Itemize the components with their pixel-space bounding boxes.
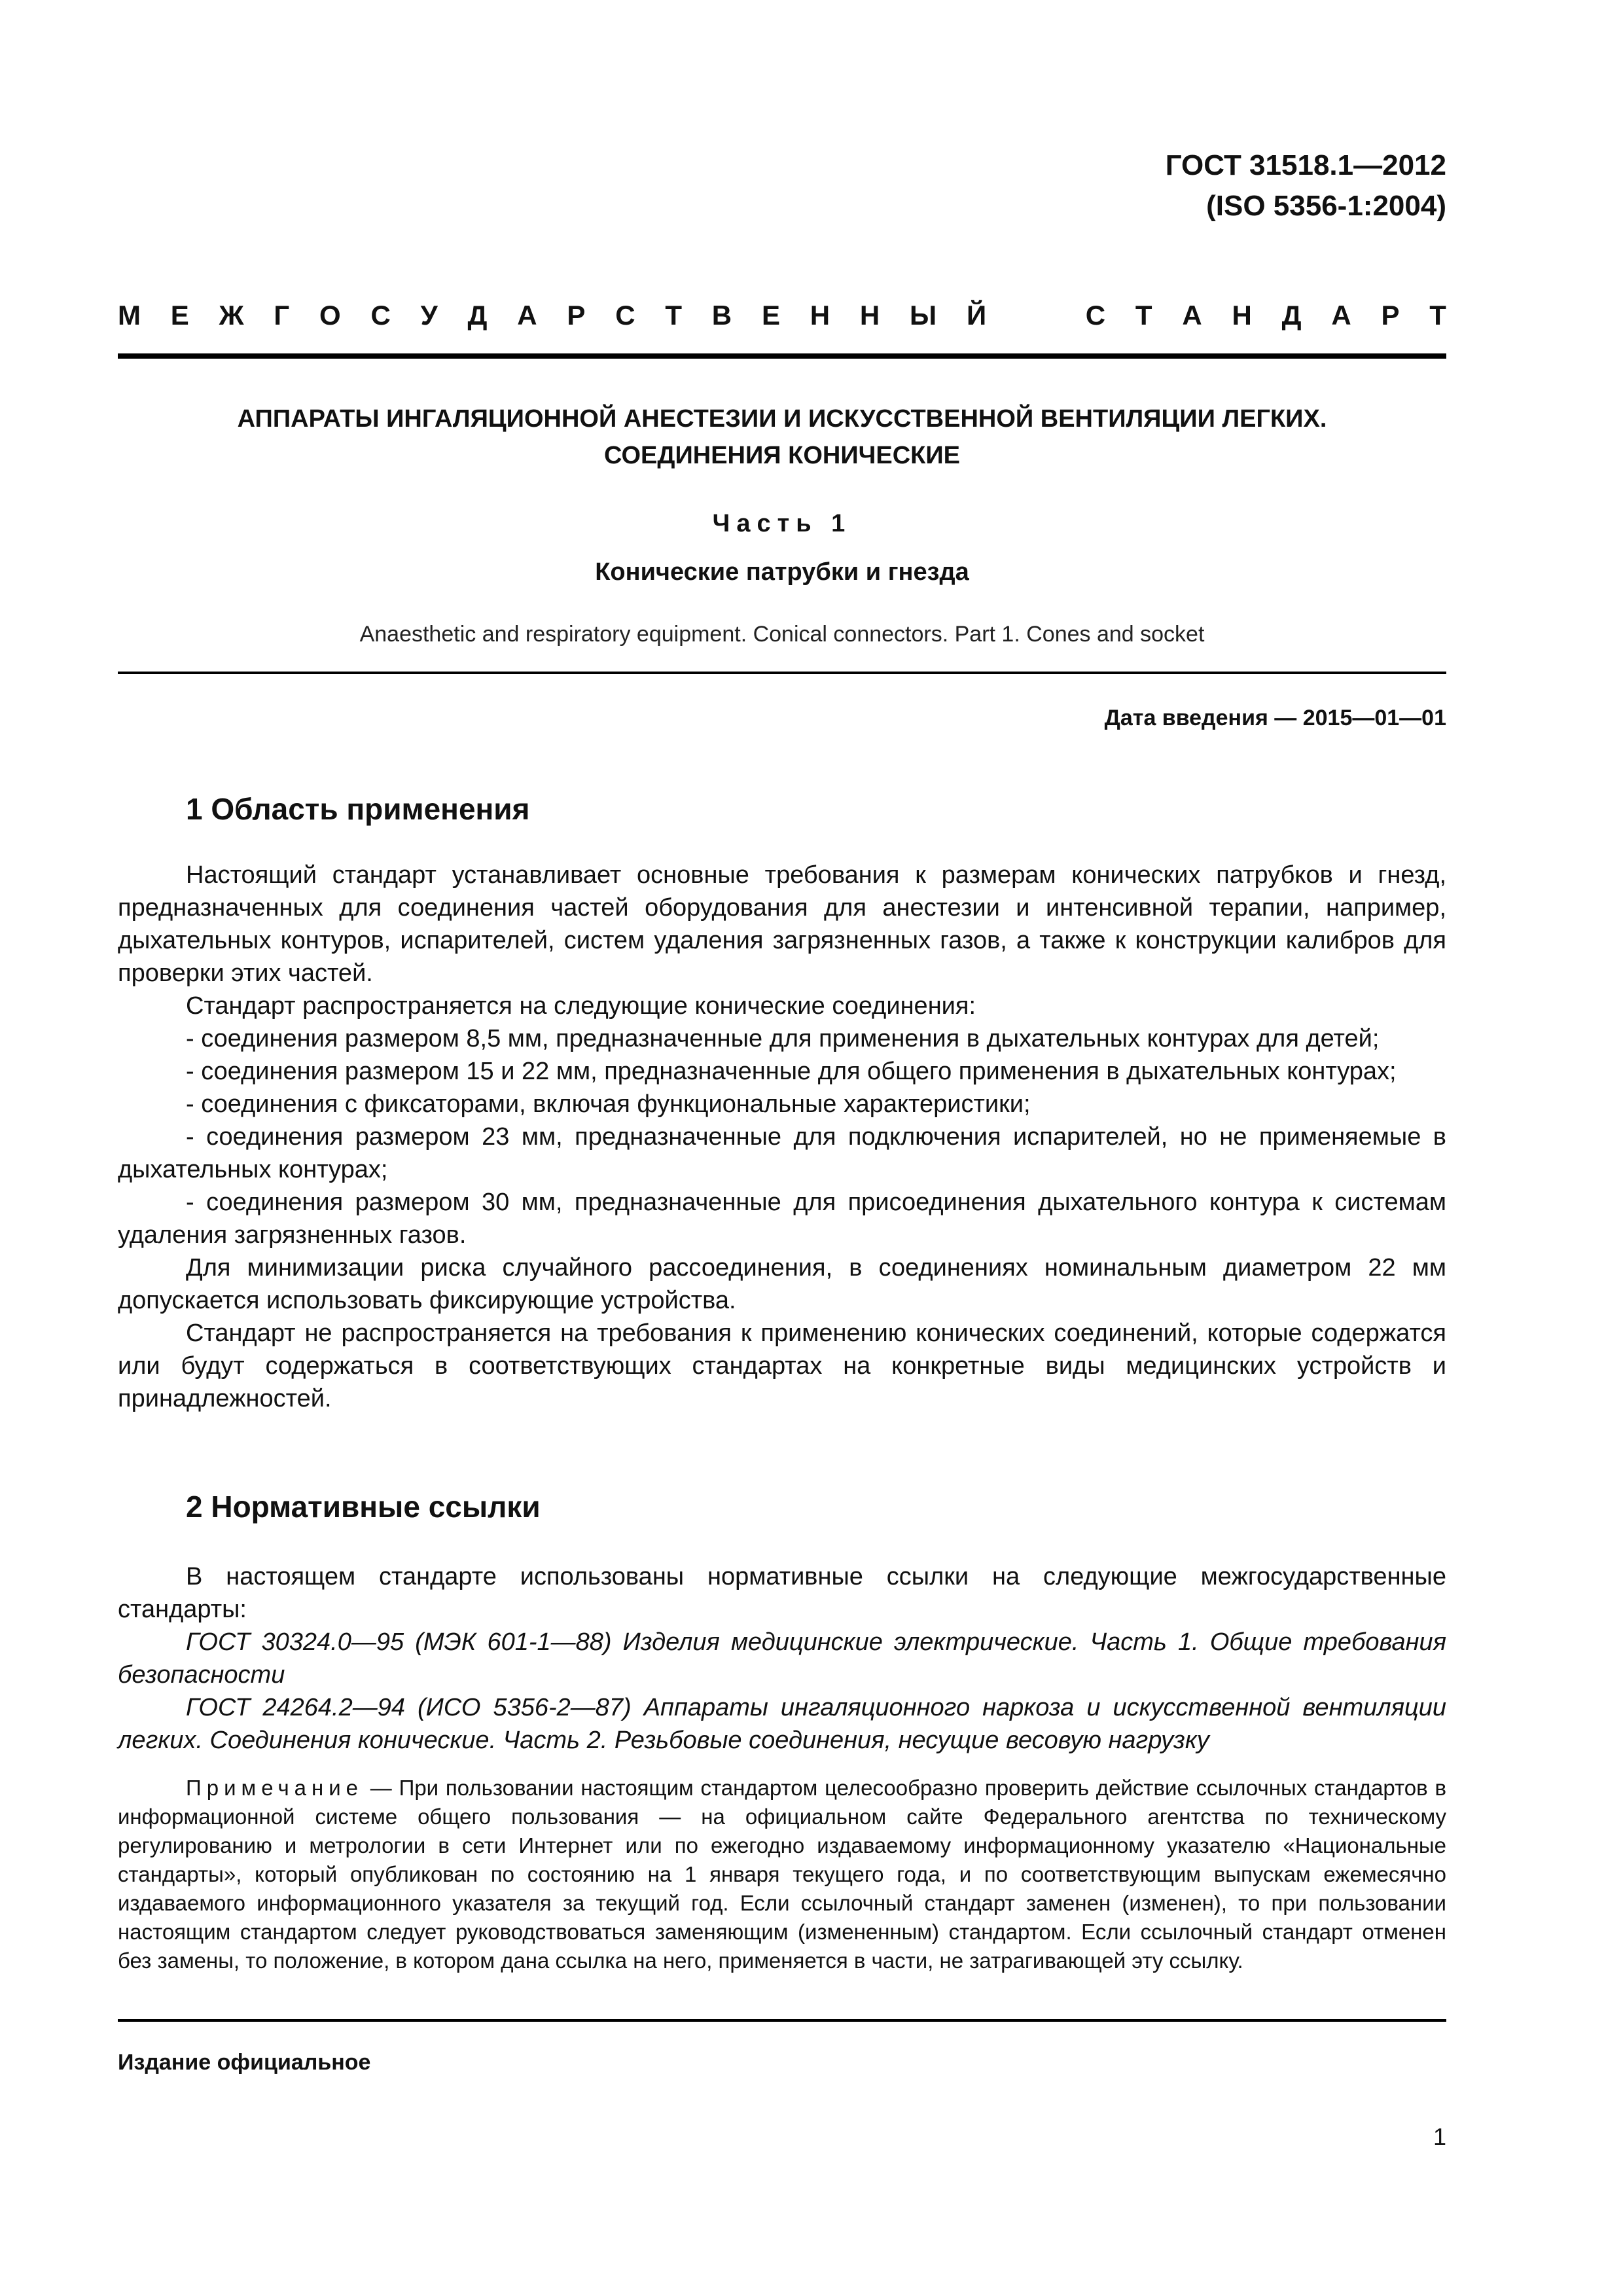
list-item: - соединения размером 23 мм, предназначенные для подключения испарителей, но не применяемые в дыхательных контурах; bbox=[118, 1123, 1446, 1183]
paragraph: Для минимизации риска случайного рассоединения, в соединениях номинальным диаметром 22 мм допускается использовать фиксирующие устройства. bbox=[118, 1254, 1446, 1314]
note-text: — При пользовании настоящим стандартом целесообразно проверить действие ссылочных стандартов в информационной системе общего пользования — на официальном сайте Федерального агентства по техническому регулированию и метрологии в сети Интернет или по ежегодно издаваемому информационному указателю «Национальные стандарты», который опубликован по состоянию на 1 января текущего года, и по соответствующим выпускам ежемесячно издаваемого информационного указателя за текущий год. Если ссылочный стандарт заменен (изменен), то при пользовании настоящим стандартом следует руководствоваться заменяющим (измененным) стандартом. Если ссылочный стандарт отменен без замены, то положение, в котором дана ссылка на него, применяется в части, не затрагивающей эту ссылку. bbox=[118, 1776, 1446, 1973]
banner-letter: У bbox=[420, 300, 438, 331]
paragraph: Стандарт распространяется на следующие конические соединения: bbox=[186, 992, 976, 1020]
paragraph: В настоящем стандарте использованы нормативные ссылки на следующие межгосударственные стандарты: bbox=[118, 1563, 1446, 1623]
introduction-date: Дата введения — 2015—01—01 bbox=[1104, 706, 1446, 730]
page-number: 1 bbox=[1433, 2123, 1446, 2150]
banner-letter: Т bbox=[1135, 300, 1152, 331]
banner-letter: А bbox=[1331, 300, 1351, 331]
banner-letter: Р bbox=[1381, 300, 1400, 331]
footer-divider bbox=[118, 2019, 1446, 2022]
english-title: Anaesthetic and respiratory equipment. Conical connectors. Part 1. Cones and socket bbox=[359, 622, 1205, 647]
banner-letter: Е bbox=[170, 300, 189, 331]
paragraph: Стандарт не распространяется на требования к применению конических соединений, которые содержатся или будут содержаться в соответствующих стандартах на конкретные виды медицинских устройств и принадлежностей. bbox=[118, 1319, 1446, 1412]
reference-item: ГОСТ 30324.0—95 (МЭК 601-1—88) Изделия медицинские электрические. Часть 1. Общие требования безопасности bbox=[118, 1628, 1446, 1689]
list-item: - соединения с фиксаторами, включая функциональные характеристики; bbox=[186, 1090, 1031, 1118]
title-line-2: СОЕДИНЕНИЯ КОНИЧЕСКИЕ bbox=[603, 442, 961, 469]
banner-letter: Н bbox=[1232, 300, 1252, 331]
list-item: - соединения размером 8,5 мм, предназначенные для применения в дыхательных контурах для детей; bbox=[186, 1025, 1380, 1052]
part-label: Часть 1 bbox=[712, 510, 852, 537]
banner-letter: Д bbox=[467, 300, 488, 331]
banner-letter: О bbox=[319, 300, 341, 331]
section-2-heading: 2 Нормативные ссылки bbox=[186, 1490, 541, 1524]
title-divider bbox=[118, 672, 1446, 674]
banner-letter: С bbox=[615, 300, 635, 331]
banner-letter: В bbox=[711, 300, 732, 331]
official-edition-label: Издание официальное bbox=[118, 2050, 371, 2075]
banner-letter: Ы bbox=[910, 300, 937, 331]
banner-letter: А bbox=[1182, 300, 1202, 331]
part-name: Конические патрубки и гнезда bbox=[595, 558, 969, 586]
banner-letter: Д bbox=[1281, 300, 1302, 331]
banner-letter: С bbox=[370, 300, 391, 331]
list-item: - соединения размером 15 и 22 мм, предназначенные для общего применения в дыхательных контурах; bbox=[186, 1058, 1397, 1085]
list-item: - соединения размером 30 мм, предназначенные для присоединения дыхательного контура к системам удаления загрязненных газов. bbox=[118, 1189, 1446, 1249]
banner-letter: Н bbox=[810, 300, 830, 331]
document-number bbox=[1166, 145, 1446, 226]
iso-number: (ISO 5356-1:2004) bbox=[1206, 190, 1446, 222]
section-2-body bbox=[118, 1560, 1446, 1757]
banner-letter: Г bbox=[274, 300, 290, 331]
gost-number: ГОСТ 31518.1—2012 bbox=[1165, 149, 1446, 181]
banner-letter: М bbox=[118, 300, 141, 331]
document-title bbox=[118, 401, 1446, 474]
banner-letter: Т bbox=[665, 300, 682, 331]
reference-item: ГОСТ 24264.2—94 (ИСО 5356-2—87) Аппараты ингаляционного наркоза и искусственной вентиляции легких. Соединения конические. Часть 2. Резьбовые соединения, несущие весовую нагрузку bbox=[118, 1694, 1446, 1754]
banner-letter: Р bbox=[567, 300, 586, 331]
note-lead: Примечание bbox=[186, 1776, 364, 1800]
banner-letter: Й bbox=[966, 300, 987, 331]
title-line-1: АППАРАТЫ ИНГАЛЯЦИОННОЙ АНЕСТЕЗИИ И ИСКУССТВЕННОЙ ВЕНТИЛЯЦИИ ЛЕГКИХ. bbox=[237, 405, 1327, 433]
banner-letter: Т bbox=[1429, 300, 1446, 331]
banner-divider bbox=[118, 353, 1446, 359]
note-paragraph bbox=[118, 1774, 1446, 1975]
banner-letter: Н bbox=[859, 300, 880, 331]
banner-letter: Ж bbox=[219, 300, 244, 331]
banner-word-gap bbox=[1016, 296, 1056, 335]
interstate-standard-banner bbox=[118, 296, 1446, 335]
banner-letter: А bbox=[517, 300, 537, 331]
banner-letter: С bbox=[1085, 300, 1106, 331]
section-1-heading: 1 Область применения bbox=[186, 792, 530, 826]
banner-letter: Е bbox=[761, 300, 780, 331]
paragraph: Настоящий стандарт устанавливает основные требования к размерам конических патрубков и гнезд, предназначенных для соединения частей оборудования для анестезии и интенсивной терапии, например, дыхательных контуров, испарителей, систем удаления загрязненных газов, а также к конструкции калибров для проверки этих частей. bbox=[118, 861, 1446, 987]
section-1-body bbox=[118, 859, 1446, 1415]
